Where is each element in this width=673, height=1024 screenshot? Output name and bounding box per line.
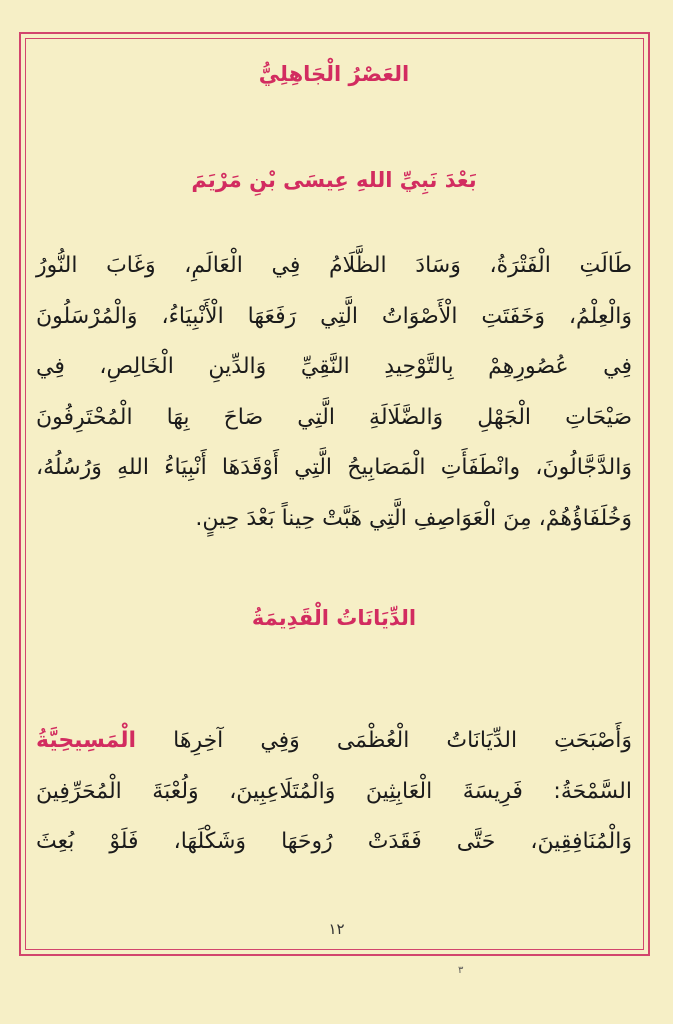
paragraph-line: وَالْمُنَافِقِينَ، حَتَّى فَقَدَتْ رُوحَهَا وَشَكْلَهَا، فَلَوْ بُعِثَ [36, 829, 632, 854]
paragraph-line [36, 716, 632, 767]
paragraph-line: السَّمْحَةُ: فَرِيسَةَ الْعَابِثِينَ وَالْمُتَلَاعِبِينَ، وَلُعْبَةَ الْمُحَرِّفِينَ [36, 778, 632, 804]
section-title-old-religions: الدِّيَانَاتُ الْقَدِيمَةُ [251, 606, 417, 630]
paragraph-line: وَالْعِلْمُ، وَخَفَتَتِ الْأَصْوَاتُ الَّتِي رَفَعَهَا الْأَنْبِيَاءُ، وَالْمُرْسَلُونَ [36, 303, 632, 329]
paragraph-darkness [36, 241, 632, 544]
highlighted-word: الْمَسِيحِيَّةُ [36, 728, 137, 753]
paragraph-line: وَالدَّجَّالُونَ، وانْطَفَأَتِ الْمَصَابِيحُ الَّتِي أَوْقَدَهَا أَنْبِيَاءُ اللهِ وَرُسُلُهُ، [36, 455, 632, 480]
printer-mark: ٣ [458, 965, 464, 976]
paragraph-line: طَالَتِ الْفَتْرَةُ، وَسَادَ الظَّلَامُ فِي الْعَالَمِ، وَغَابَ النُّورُ [36, 253, 632, 278]
paragraph-line: فِي عُصُورِهِمْ بِالتَّوْحِيدِ النَّقِيِّ وَالدِّينِ الْخَالِصِ، فِي [36, 354, 632, 379]
paragraph-line: صَيْحَاتِ الْجَهْلِ وَالضَّلَالَةِ الَّتِي صَاحَ بِهَا الْمُحْتَرِفُونَ [36, 404, 632, 430]
paragraph-religions [36, 716, 632, 868]
paragraph-line: وَخُلَفَاؤُهُمْ، مِنَ الْعَوَاصِفِ الَّتِي هَبَّتْ حِيناً بَعْدَ حِينٍ. [195, 505, 632, 531]
paragraph-line-text: وَأَصْبَحَتِ الدِّيَانَاتُ الْعُظْمَى وَفِي آخِرِهَا [173, 728, 632, 753]
chapter-title: العَصْرُ الْجَاهِلِيُّ [258, 62, 410, 86]
page-number: ١٢ [328, 920, 345, 938]
section-title-after-jesus: بَعْدَ نَبِيِّ اللهِ عِيسَى بْنِ مَرْيَمَ [191, 168, 477, 192]
